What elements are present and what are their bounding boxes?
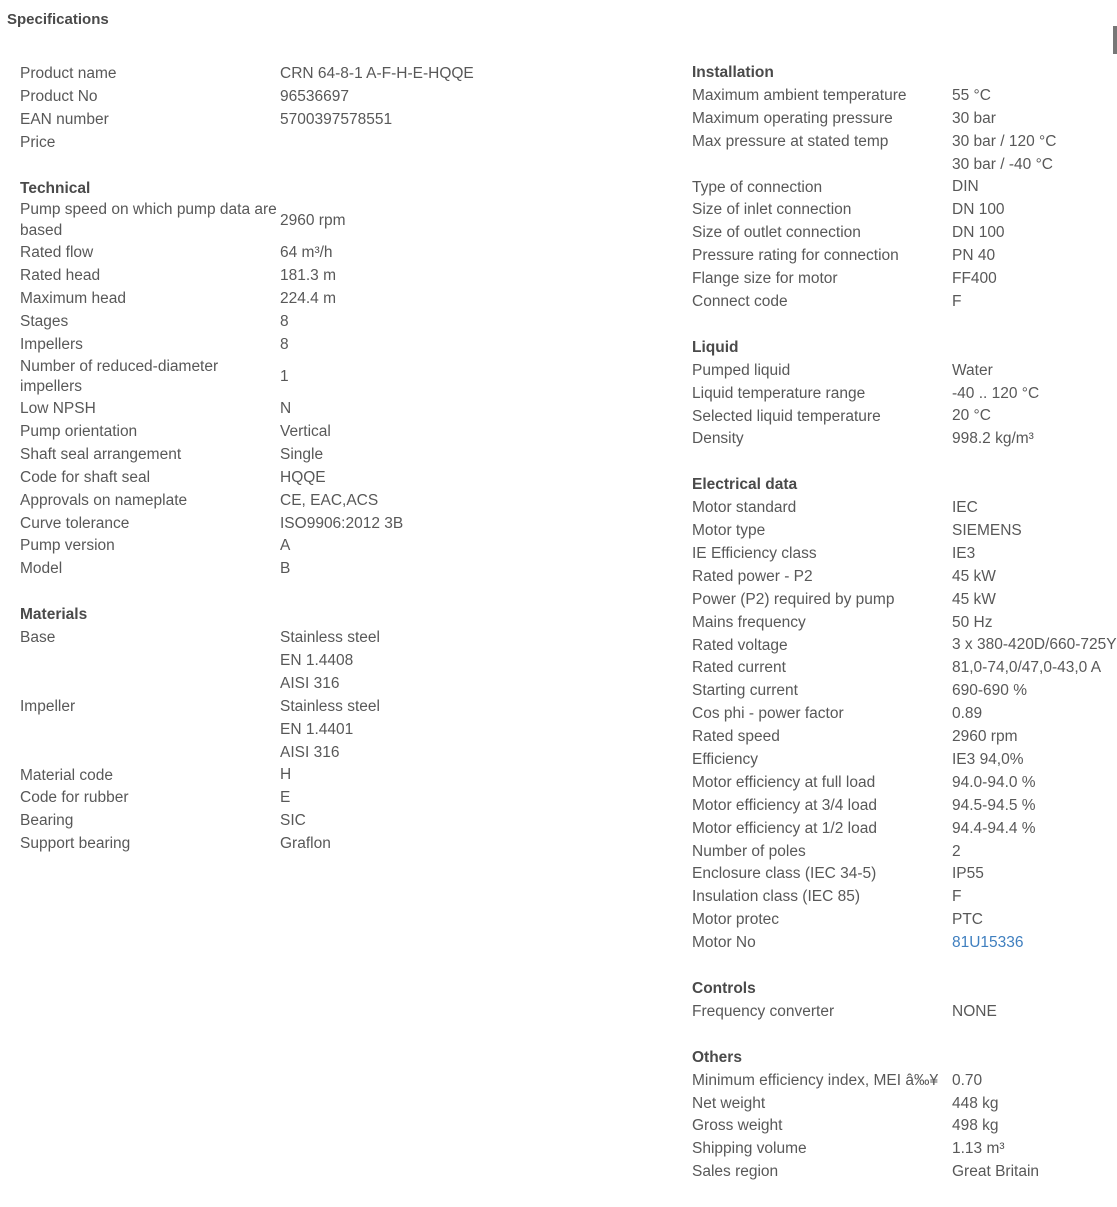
spec-value-line: 690-690 %: [952, 682, 1027, 700]
specs-left-column: [20, 63, 680, 879]
spec-value-line: HQQE: [280, 468, 326, 486]
section-title: Materials: [20, 606, 88, 624]
spec-label: Motor No: [692, 934, 756, 952]
section-title: Electrical data: [692, 476, 798, 494]
spec-row: [20, 265, 680, 288]
spec-row: [20, 513, 680, 536]
spec-label: Shaft seal arrangement: [20, 445, 182, 463]
spec-value-line: Vertical: [280, 422, 331, 440]
spec-row: [20, 311, 680, 334]
spec-label: Flange size for motor: [692, 270, 838, 288]
spec-row: [20, 109, 680, 132]
spec-value-line: 448 kg: [952, 1094, 999, 1112]
spec-label: Product name: [20, 65, 117, 83]
spec-label: Impellers: [20, 335, 83, 353]
spec-value-line: 998.2 kg/m³: [952, 430, 1034, 448]
spec-value-line: Stainless steel: [280, 697, 380, 715]
spec-value: [280, 109, 392, 132]
spec-row: [692, 818, 1117, 841]
spec-label: Motor type: [692, 522, 766, 540]
spec-row: [692, 749, 1117, 772]
spec-label: Type of connection: [692, 178, 823, 196]
spec-row: [20, 810, 680, 833]
spec-label: Model: [20, 560, 63, 578]
spec-value-line: Single: [280, 445, 324, 463]
spec-value: [952, 886, 961, 909]
spec-row: [692, 268, 1117, 291]
spec-label: Support bearing: [20, 835, 131, 853]
spec-label: Rated head: [20, 266, 101, 284]
spec-value: [280, 764, 291, 787]
spec-row: [692, 497, 1117, 520]
spec-row: [20, 787, 680, 810]
spec-row: [692, 176, 1117, 199]
spec-row: [692, 1138, 1117, 1161]
spec-value: [952, 1138, 1005, 1161]
spec-value: [952, 1161, 1039, 1184]
section-title: Others: [692, 1048, 742, 1066]
spec-row: [692, 634, 1117, 657]
spec-value: [952, 1115, 999, 1138]
spec-value: [280, 421, 331, 444]
spec-label: Maximum head: [20, 289, 126, 307]
spec-value: [952, 657, 1101, 680]
spec-value: [952, 108, 996, 131]
spec-value-line: A: [280, 537, 291, 555]
spec-section-electrical-data: [692, 474, 1117, 955]
spec-label: Impeller: [20, 697, 76, 715]
spec-value-line: 45 kW: [952, 590, 996, 608]
spec-label: IE Efficiency class: [692, 544, 817, 562]
spec-value: [952, 1093, 999, 1116]
spec-label: Frequency converter: [692, 1002, 835, 1020]
spec-row: [692, 405, 1117, 428]
spec-value: [280, 288, 336, 311]
spec-row: [20, 334, 680, 357]
spec-label: Shipping volume: [692, 1140, 807, 1158]
spec-value-line: F: [952, 888, 962, 906]
spec-label: Rated current: [692, 659, 786, 677]
spec-value-line: 20 °C: [952, 407, 991, 425]
spec-value-line: 94.5-94.5 %: [952, 796, 1036, 814]
spec-value: [280, 210, 345, 233]
spec-label: Selected liquid temperature: [692, 407, 881, 425]
spec-value-line: EN 1.4401: [280, 720, 354, 738]
spec-row: [692, 1070, 1117, 1093]
spec-row: [20, 490, 680, 513]
spec-value: [952, 428, 1034, 451]
spec-value: [280, 398, 291, 421]
spec-section-others: [692, 1047, 1117, 1184]
spec-label: Minimum efficiency index, MEI â‰¥: [692, 1071, 939, 1089]
spec-value-line: 8: [280, 335, 289, 353]
spec-row: [20, 444, 680, 467]
spec-value: [952, 383, 1039, 406]
spec-value-line: 1: [280, 367, 289, 385]
spec-value-line: DN 100: [952, 201, 1005, 219]
spec-label: Pump version: [20, 537, 115, 555]
spec-label: Insulation class (IEC 85): [692, 888, 860, 906]
spec-value-line: 30 bar / -40 °C: [952, 155, 1053, 173]
spec-value-line: 1.13 m³: [952, 1140, 1005, 1158]
spec-row: [692, 360, 1117, 383]
spec-label: Pump orientation: [20, 423, 138, 441]
spec-label: Product No: [20, 87, 98, 105]
spec-label: Density: [692, 430, 744, 448]
spec-row: [20, 764, 680, 787]
spec-value: [280, 467, 326, 490]
spec-label: Code for rubber: [20, 789, 129, 807]
spec-value: [952, 566, 996, 589]
spec-label: Net weight: [692, 1094, 766, 1112]
spec-label: Efficiency: [692, 750, 759, 768]
spec-label: EAN number: [20, 110, 109, 128]
spec-value: [280, 696, 380, 765]
spec-row: [20, 421, 680, 444]
spec-value: [952, 291, 961, 314]
spec-section-general: [20, 63, 680, 155]
spec-row: [692, 703, 1117, 726]
spec-label: Approvals on nameplate: [20, 491, 188, 509]
spec-value: [280, 311, 289, 334]
spec-row: [20, 558, 680, 581]
spec-row: [692, 222, 1117, 245]
spec-label: Rated voltage: [692, 636, 788, 654]
spec-row: [692, 589, 1117, 612]
spec-row: [692, 383, 1117, 406]
spec-label: Cos phi - power factor: [692, 705, 844, 723]
spec-label: Max pressure at stated temp: [692, 132, 889, 150]
spec-value-line: Graflon: [280, 835, 331, 853]
spec-value: [952, 680, 1027, 703]
spec-value: [280, 366, 289, 389]
section-title: Liquid: [692, 338, 739, 356]
spec-value-line: DIN: [952, 178, 979, 196]
spec-value-line: CE, EAC,ACS: [280, 491, 379, 509]
spec-value: [952, 703, 982, 726]
spec-label: Size of inlet connection: [692, 201, 852, 219]
spec-label: Sales region: [692, 1163, 779, 1181]
spec-value-line: 50 Hz: [952, 613, 993, 631]
spec-row: [692, 131, 1117, 177]
spec-label: Low NPSH: [20, 400, 96, 418]
spec-value-line: 2960 rpm: [280, 211, 346, 229]
spec-value-line: 30 bar: [952, 109, 996, 127]
spec-value: [280, 810, 306, 833]
spec-value: [952, 199, 1005, 222]
spec-value-line: E: [280, 789, 291, 807]
spec-value: [280, 490, 378, 513]
spec-row: [692, 932, 1117, 955]
spec-value: [952, 772, 1036, 795]
spec-value-line: CRN 64-8-1 A-F-H-E-HQQE: [280, 65, 474, 82]
spec-label: Rated speed: [692, 728, 780, 746]
spec-row: [692, 520, 1117, 543]
spec-value-line: 3 x 380-420D/660-725Y: [952, 636, 1117, 654]
spec-value: [952, 932, 1024, 955]
spec-label: Motor protec: [692, 911, 780, 929]
spec-value: [280, 444, 323, 467]
spec-value-line: Water: [952, 361, 993, 379]
spec-row: [20, 242, 680, 265]
spec-value-line: PN 40: [952, 247, 996, 265]
spec-value-line: Great Britain: [952, 1163, 1040, 1181]
spec-value: [280, 63, 474, 86]
spec-label: Mains frequency: [692, 613, 806, 631]
spec-row: [692, 863, 1117, 886]
spec-label: Price: [20, 133, 56, 151]
spec-value-line: 181.3 m: [280, 266, 337, 284]
spec-value-line: 45 kW: [952, 567, 996, 585]
spec-label: Material code: [20, 766, 114, 784]
spec-value-line: Stainless steel: [280, 629, 380, 647]
spec-value-line: NONE: [952, 1002, 997, 1020]
spec-row: [20, 288, 680, 311]
spec-row: [20, 63, 680, 86]
spec-value: [280, 535, 290, 558]
spec-value: [952, 405, 991, 428]
spec-value-line: N: [280, 400, 292, 418]
spec-row: [692, 909, 1117, 932]
spec-row: [692, 680, 1117, 703]
spec-value-line: B: [280, 560, 291, 578]
spec-row: [692, 1161, 1117, 1184]
spec-value: [952, 268, 997, 291]
spec-row: [20, 467, 680, 490]
spec-value: [280, 86, 349, 109]
spec-value-line: EN 1.4408: [280, 652, 354, 669]
spec-value-line: AISI 316: [280, 743, 340, 761]
spec-section-materials: [20, 604, 680, 856]
spec-value-line: DN 100: [952, 224, 1005, 242]
spec-value: [952, 520, 1022, 543]
spec-value-line: ISO9906:2012 3B: [280, 514, 404, 532]
spec-row: [692, 886, 1117, 909]
spec-row: [692, 726, 1117, 749]
spec-label: Pumped liquid: [692, 361, 791, 379]
spec-row: [692, 245, 1117, 268]
spec-value: [952, 909, 983, 932]
spec-value-line: 2960 rpm: [952, 728, 1018, 746]
spec-value: [952, 543, 975, 566]
spec-row: [692, 108, 1117, 131]
spec-row: [20, 200, 680, 242]
spec-label: Enclosure class (IEC 34-5): [692, 865, 877, 883]
spec-row: [20, 627, 680, 696]
spec-label: Motor efficiency at 3/4 load: [692, 796, 877, 814]
spec-row: [692, 543, 1117, 566]
spec-value-line: -40 .. 120 °C: [952, 384, 1040, 402]
spec-row: [20, 535, 680, 558]
spec-row: [20, 398, 680, 421]
spec-value: [952, 726, 1017, 749]
section-title: Technical: [20, 179, 91, 197]
spec-section-installation: [692, 62, 1117, 314]
spec-value: [952, 818, 1036, 841]
spec-label: Bearing: [20, 812, 74, 830]
spec-label: Number of reduced-diameter impellers: [20, 357, 219, 396]
spec-label: Maximum operating pressure: [692, 109, 893, 127]
spec-row: [692, 772, 1117, 795]
spec-label: Motor efficiency at full load: [692, 773, 876, 791]
spec-value: [952, 360, 993, 383]
spec-value-line: 64 m³/h: [280, 244, 333, 262]
spec-label: Gross weight: [692, 1117, 783, 1135]
spec-value: [952, 749, 1024, 772]
spec-value-line: 81,0-74,0/47,0-43,0 A: [952, 659, 1102, 677]
spec-value: [280, 558, 290, 581]
spec-value: [280, 833, 331, 856]
spec-value: [952, 1001, 997, 1024]
spec-value-line: AISI 316: [280, 674, 340, 692]
spec-row: [692, 841, 1117, 864]
spec-value-line: 0.89: [952, 705, 983, 723]
section-title: Controls: [692, 979, 756, 997]
spec-section-liquid: [692, 337, 1117, 451]
spec-value-line: 96536697: [280, 87, 349, 105]
spec-value-line: SIC: [280, 812, 306, 830]
spec-value-line: IE3 94,0%: [952, 750, 1024, 768]
spec-value: [952, 589, 996, 612]
spec-row: [692, 291, 1117, 314]
spec-value: [280, 265, 336, 288]
spec-label: Power (P2) required by pump: [692, 590, 895, 608]
spec-value-line: 30 bar / 120 °C: [952, 132, 1057, 150]
spec-row: [20, 86, 680, 109]
spec-value-line: 55 °C: [952, 86, 991, 104]
spec-row: [692, 657, 1117, 680]
motor-number-link[interactable]: 81U15336: [952, 934, 1024, 952]
spec-value: [952, 497, 978, 520]
spec-value-line: IEC: [952, 499, 978, 517]
spec-row: [20, 357, 680, 399]
spec-value: [952, 863, 984, 886]
spec-value: [280, 787, 290, 810]
spec-row: [692, 428, 1117, 451]
spec-value-line: IP55: [952, 865, 984, 883]
spec-value: [952, 795, 1036, 818]
spec-label: Motor standard: [692, 499, 797, 517]
spec-label: Pump speed on which pump data are based: [20, 201, 277, 240]
spec-label: Maximum ambient temperature: [692, 86, 907, 104]
spec-value-line: 498 kg: [952, 1117, 999, 1135]
spec-label: Size of outlet connection: [692, 224, 861, 242]
spec-label: Stages: [20, 312, 69, 330]
spec-value-line: IE3: [952, 544, 976, 562]
spec-value: [952, 131, 1056, 177]
spec-row: [692, 1093, 1117, 1116]
spec-value: [280, 627, 380, 696]
spec-row: [20, 833, 680, 856]
spec-label: Starting current: [692, 682, 798, 700]
spec-label: Base: [20, 629, 56, 647]
spec-section-technical: [20, 178, 680, 582]
spec-value-line: F: [952, 292, 962, 310]
spec-value: [952, 841, 961, 864]
spec-row: [692, 1115, 1117, 1138]
spec-label: Code for shaft seal: [20, 468, 151, 486]
spec-row: [692, 199, 1117, 222]
spec-value-line: 224.4 m: [280, 289, 337, 307]
spec-value-line: 0.70: [952, 1071, 983, 1089]
spec-row: [692, 566, 1117, 589]
spec-value-line: FF400: [952, 270, 997, 288]
spec-value: [952, 85, 991, 108]
spec-value-line: 94.4-94.4 %: [952, 819, 1036, 837]
spec-value: [280, 334, 289, 357]
spec-value: [280, 513, 403, 536]
spec-value: [952, 1070, 982, 1093]
specs-right-column: [692, 62, 1117, 1207]
spec-value-line: H: [280, 766, 292, 784]
spec-value: [952, 634, 1117, 657]
section-title: Installation: [692, 64, 774, 81]
spec-value-line: PTC: [952, 911, 983, 929]
spec-value-line: 2: [952, 842, 961, 860]
spec-row: [692, 612, 1117, 635]
scrollbar-thumb[interactable]: [1113, 26, 1117, 54]
spec-label: Liquid temperature range: [692, 384, 866, 402]
spec-value-line: 94.0-94.0 %: [952, 773, 1036, 791]
spec-value: [952, 612, 993, 635]
spec-value-line: SIEMENS: [952, 522, 1022, 540]
spec-value: [952, 176, 979, 199]
spec-label: Curve tolerance: [20, 514, 130, 532]
spec-label: Rated power - P2: [692, 567, 813, 585]
spec-label: Connect code: [692, 292, 788, 310]
spec-label: Motor efficiency at 1/2 load: [692, 819, 877, 837]
spec-row: [692, 1001, 1117, 1024]
spec-value: [952, 222, 1005, 245]
spec-label: Rated flow: [20, 244, 94, 262]
page-title: Specifications: [7, 11, 109, 28]
spec-value: [952, 245, 995, 268]
spec-value-line: 5700397578551: [280, 110, 393, 128]
spec-row: [20, 696, 680, 765]
spec-section-controls: [692, 978, 1117, 1024]
spec-value: [280, 242, 333, 265]
spec-value-line: 8: [280, 312, 289, 330]
spec-row: [692, 795, 1117, 818]
spec-row: [20, 132, 680, 155]
spec-label: Number of poles: [692, 842, 806, 860]
spec-label: Pressure rating for connection: [692, 247, 899, 265]
spec-row: [692, 85, 1117, 108]
